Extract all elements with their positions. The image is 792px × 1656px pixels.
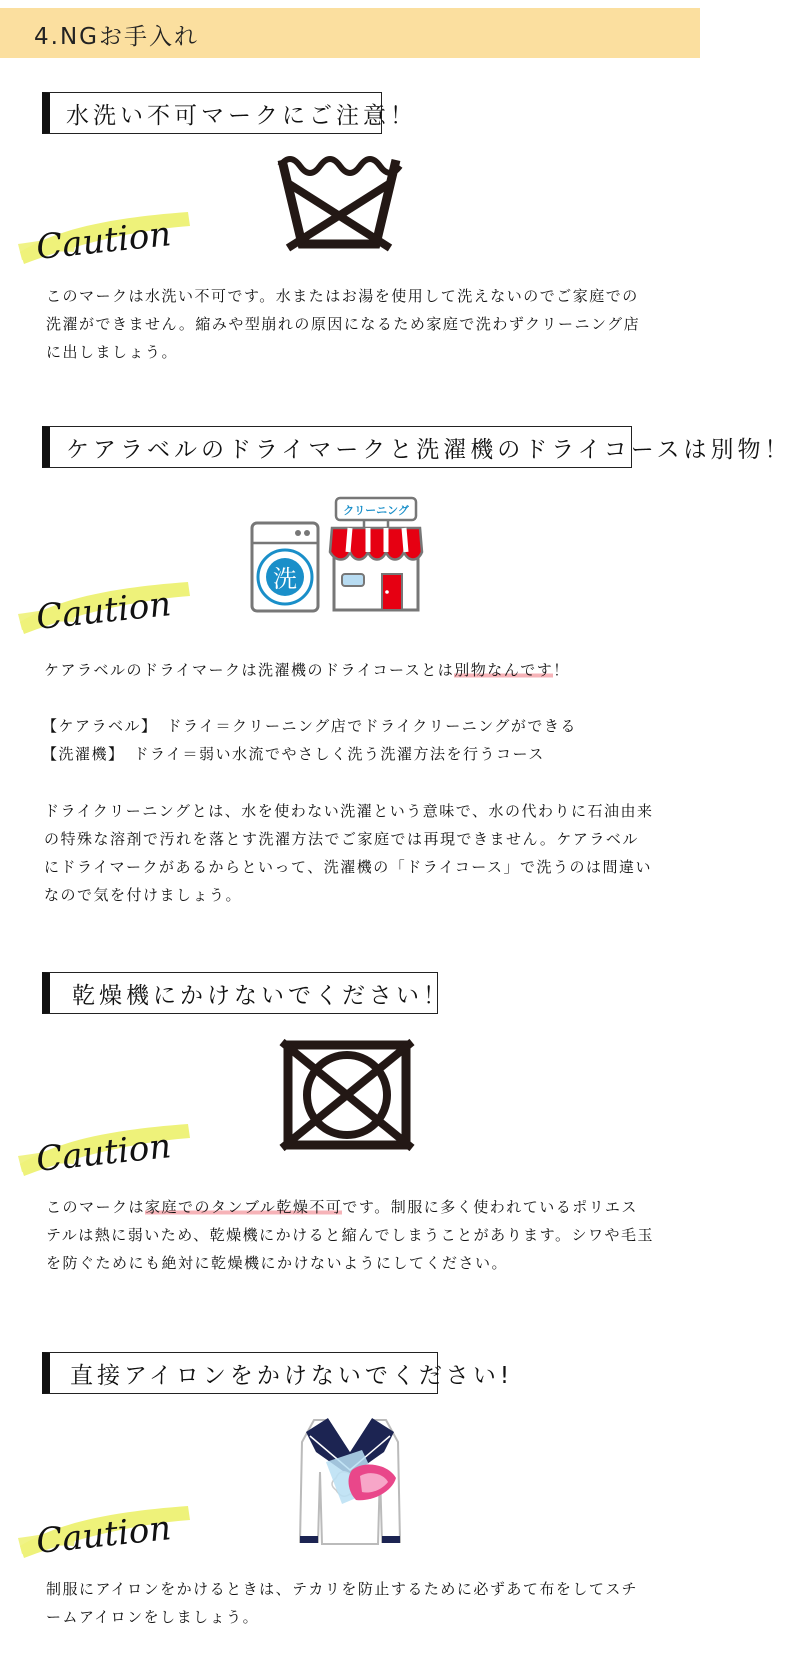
definition-care-label: 【ケアラベル】 ドライ＝クリーニング店でドライクリーニングができる	[42, 717, 577, 735]
shop-sign-text: クリーニング	[343, 504, 409, 517]
section-heading: 4.NGお手入れ	[34, 24, 199, 50]
cleaning-shop-icon	[326, 496, 426, 614]
caution-label: Caution	[34, 1508, 173, 1562]
section-title-no-dryer	[42, 972, 450, 1014]
section-title-text: 水洗い不可マークにご注意！	[66, 102, 417, 129]
section-body-text: このマークは家庭でのタンブル乾燥不可です。制服に多く使われているポリエステルは熱に弱いため、乾燥機にかけると縮んでしまうことがあります。シワや毛玉を防ぐためにも絶対に乾燥機にかけないようにしてください。	[46, 1198, 654, 1272]
section-body-text: 制服にアイロンをかけるときは、テカリを防止するために必ずあて布をしてスチームアイロンをしましょう。	[46, 1580, 639, 1626]
section-title-text: 直接アイロンをかけないでください!	[70, 1362, 514, 1389]
section-title-no-iron	[42, 1352, 514, 1394]
caution-badge	[16, 1494, 192, 1564]
no-tumble-dry-icon	[280, 1040, 414, 1150]
section-body-text: ドライクリーニングとは、水を使わない洗濯という意味で、水の代わりに石油由来の特殊な溶剤で汚れを落とす洗濯方法でご家庭では再現できません。ケアラベルにドライマークがあるからといって、洗濯機の「ドライコース」で洗うのは間違いなので気を付けましょう。	[44, 802, 654, 904]
highlighted-phrase: 家庭でのタンブル乾燥不可	[145, 1198, 343, 1216]
section-title-text: 乾燥機にかけないでください！	[72, 982, 450, 1009]
no-wash-icon	[276, 152, 402, 252]
section-body-text: このマークは水洗い不可です。水またはお湯を使用して洗えないのでご家庭での洗濯ができません。縮みや型崩れの原因になるため家庭で洗わずクリーニング店に出しましょう。	[46, 287, 641, 361]
highlighted-phrase: 別物なんです	[454, 661, 554, 679]
section-title-text: ケアラベルのドライマークと洗濯機のドライコースは別物！	[66, 436, 792, 463]
caution-badge	[16, 1112, 192, 1182]
caution-label: Caution	[34, 214, 173, 268]
dry-mark-lead: ケアラベルのドライマークは洗濯機のドライコースとは別物なんです！	[44, 661, 570, 679]
caution-badge	[16, 200, 192, 270]
caution-label: Caution	[34, 584, 173, 638]
section-title-dry-mark	[42, 426, 792, 468]
definition-washer: 【洗濯機】 ドライ＝弱い水流でやさしく洗う洗濯方法を行うコース	[42, 745, 545, 763]
washer-label: 洗	[273, 565, 297, 593]
washing-machine-icon	[250, 521, 320, 613]
section-header-band	[0, 8, 700, 58]
uniform-ironing-icon	[292, 1412, 408, 1550]
caution-badge	[16, 570, 192, 640]
caution-label: Caution	[34, 1126, 173, 1180]
section-title-no-wash	[42, 92, 417, 134]
